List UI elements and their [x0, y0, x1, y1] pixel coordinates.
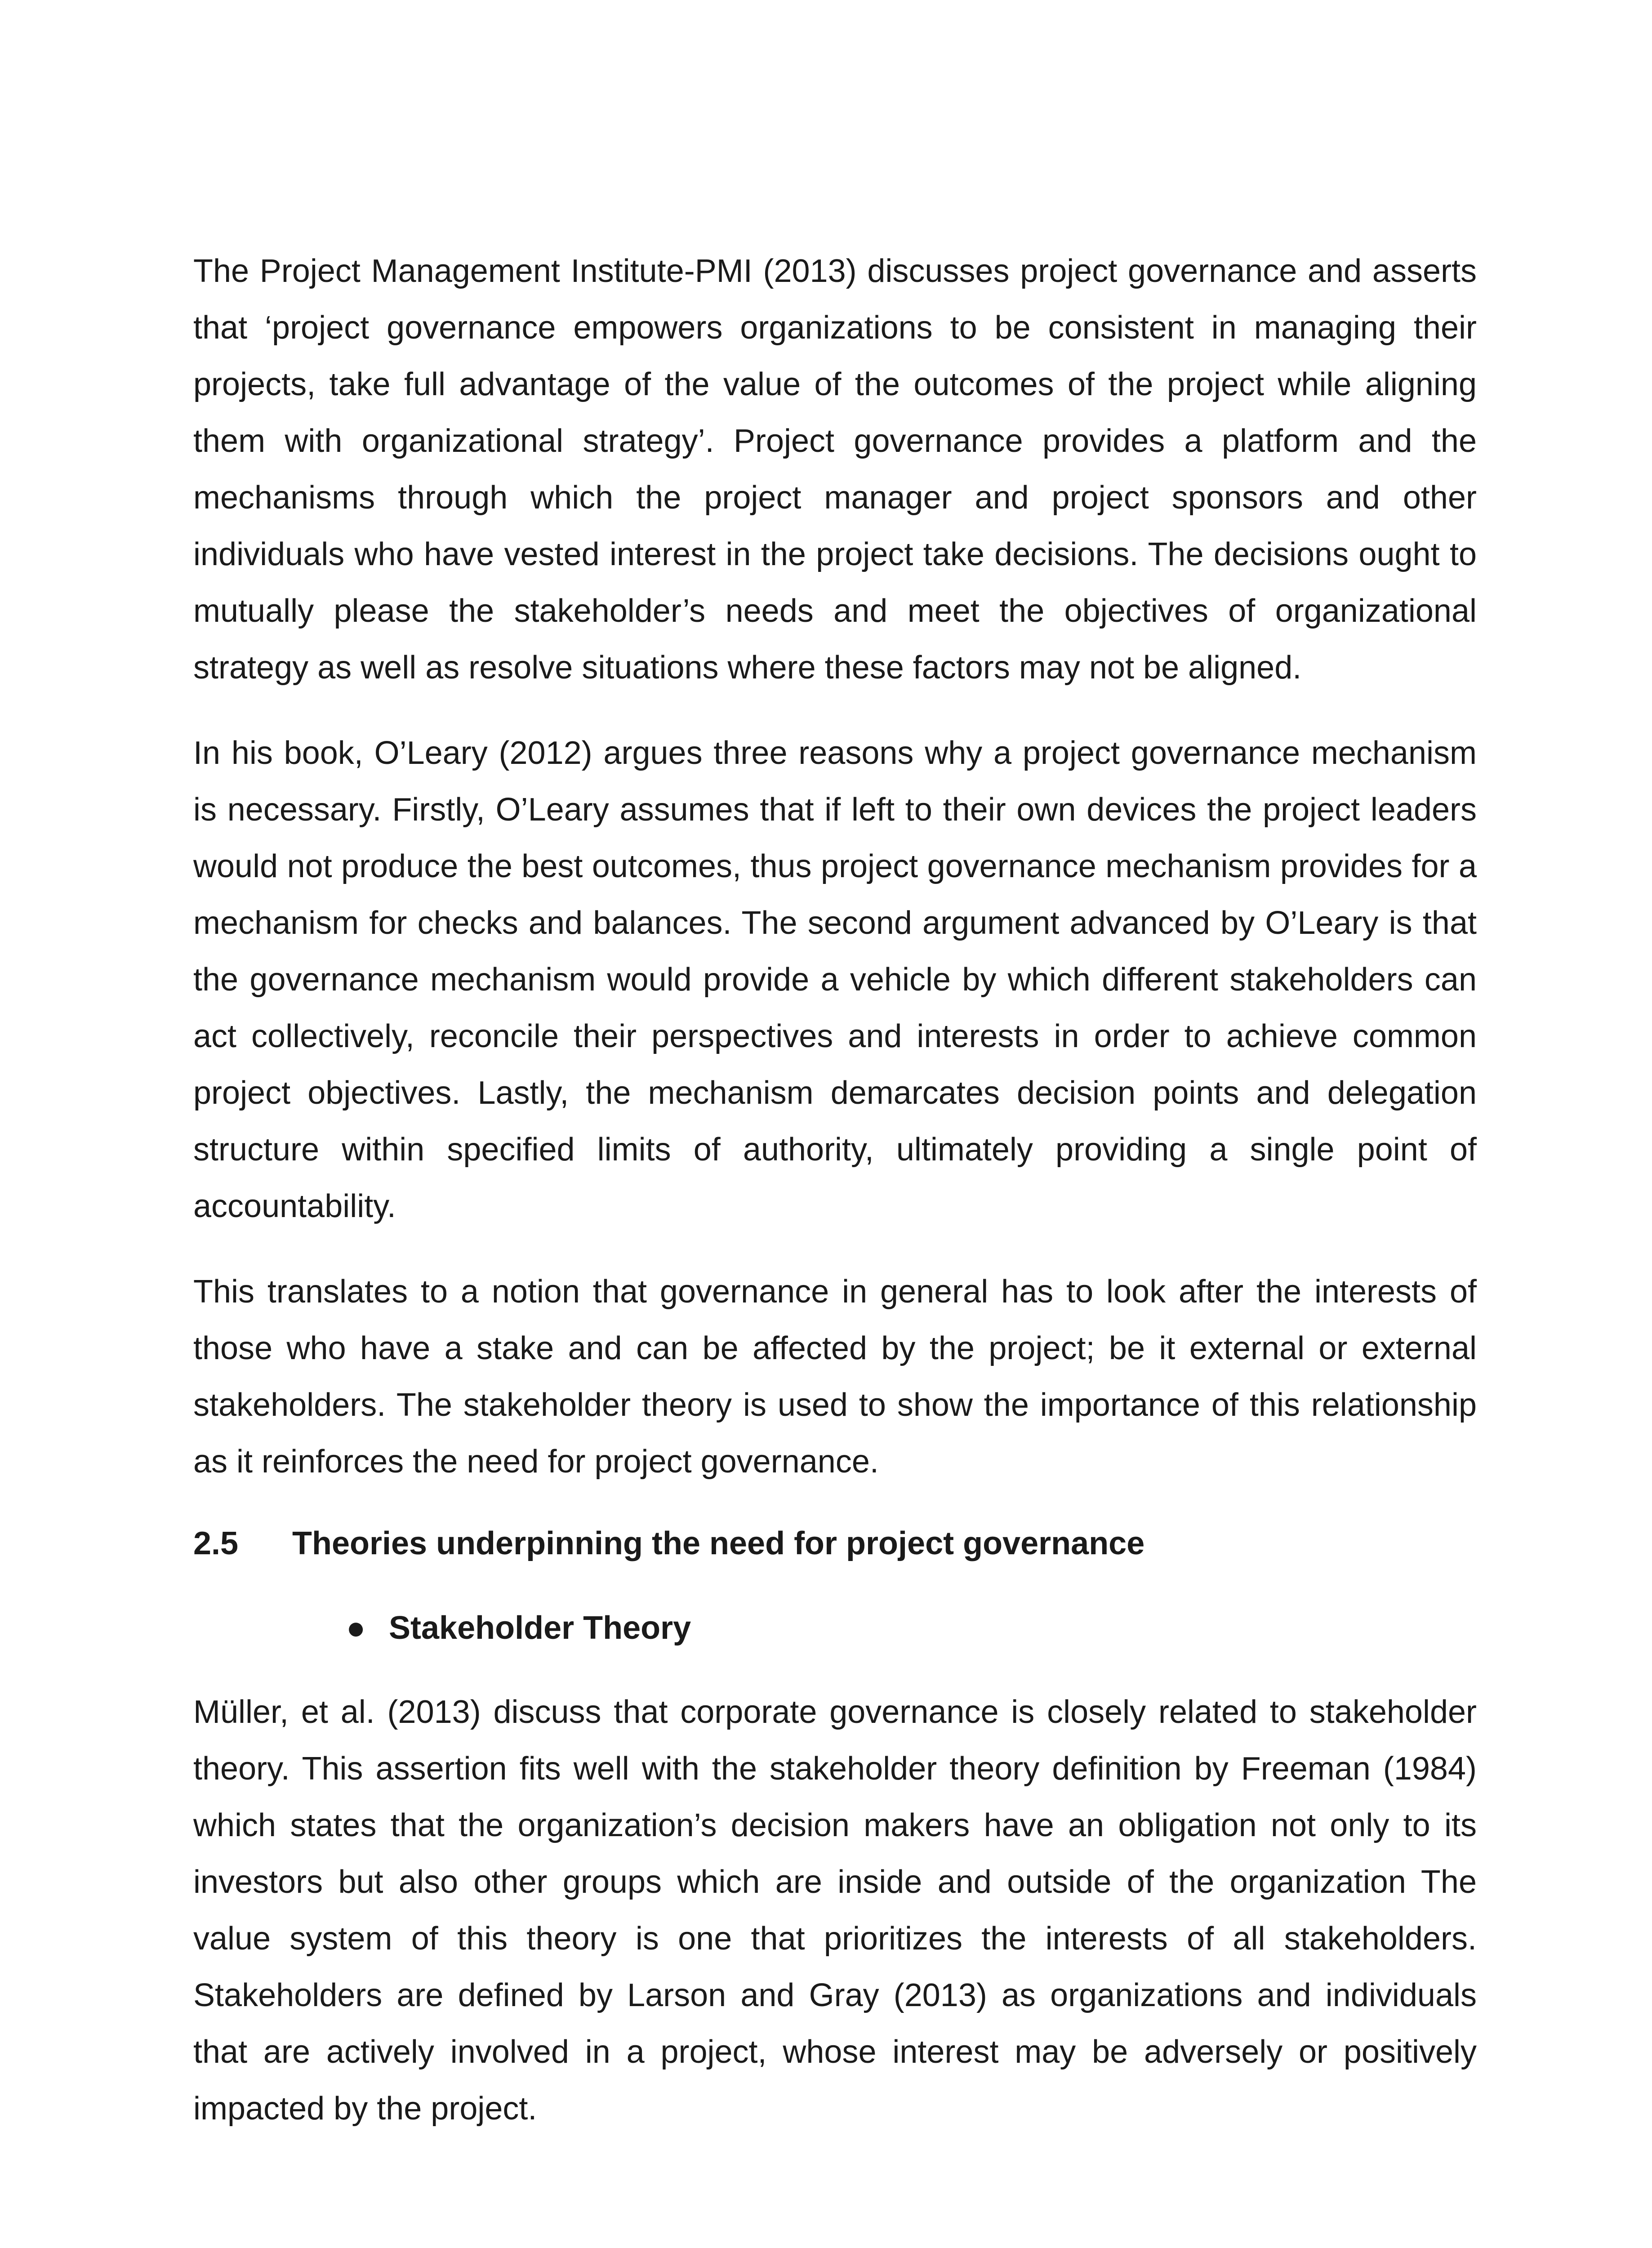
- paragraph-pmi-governance: The Project Management Institute-PMI (2013) discusses project governance and asserts that ‘project governance empowers organizations to be consistent in managing their projects, take full advantage of the value of the outcomes of the project while aligning them with organizational strategy’. Project governance provides a platform and the mechanisms through which the project manager and project sponsors and other individuals who have vested interest in the project take decisions. The decisions ought to mutually please the stakeholder’s needs and meet the objectives of organizational strategy as well as resolve situations where these factors may not be aligned.: [193, 253, 1477, 686]
- section-number: 2.5: [193, 1525, 239, 1561]
- bullet-item-stakeholder-theory: [346, 1600, 691, 1656]
- section-title: Theories underpinning the need for project governance: [292, 1525, 1145, 1561]
- bullet-dot-icon: ●: [346, 1610, 366, 1646]
- paragraph-stakeholder-notion: This translates to a notion that governance in general has to look after the interests of those who have a stake and can be affected by the project; be it external or external stakeholders. The stakeholder theory is used to show the importance of this relationship as it reinforces the need for project governance.: [193, 1274, 1477, 1480]
- paragraph-oleary-reasons: In his book, O’Leary (2012) argues three reasons why a project governance mechanism is necessary. Firstly, O’Leary assumes that if left to their own devices the project leaders would not produce the best outcomes, thus project governance mechanism provides for a mechanism for checks and balances. The second argument advanced by O’Leary is that the governance mechanism would provide a vehicle by which different stakeholders can act collectively, reconcile their perspectives and interests in order to achieve common project objectives. Lastly, the mechanism demarcates decision points and delegation structure within specified limits of authority, ultimately providing a single point of accountability.: [193, 735, 1477, 1224]
- bullet-label: Stakeholder Theory: [389, 1610, 691, 1646]
- section-heading: [193, 1515, 1477, 1572]
- paragraph-muller-stakeholder: Müller, et al. (2013) discuss that corporate governance is closely related to stakeholder theory. This assertion fits well with the stakeholder theory definition by Freeman (1984) which states that the organization’s decision makers have an obligation not only to its investors but also other groups which are inside and outside of the organization The value system of this theory is one that prioritizes the interests of all stakeholders. Stakeholders are defined by Larson and Gray (2013) as organizations and individuals that are actively involved in a project, whose interest may be adversely or positively impacted by the project.: [193, 1694, 1477, 2127]
